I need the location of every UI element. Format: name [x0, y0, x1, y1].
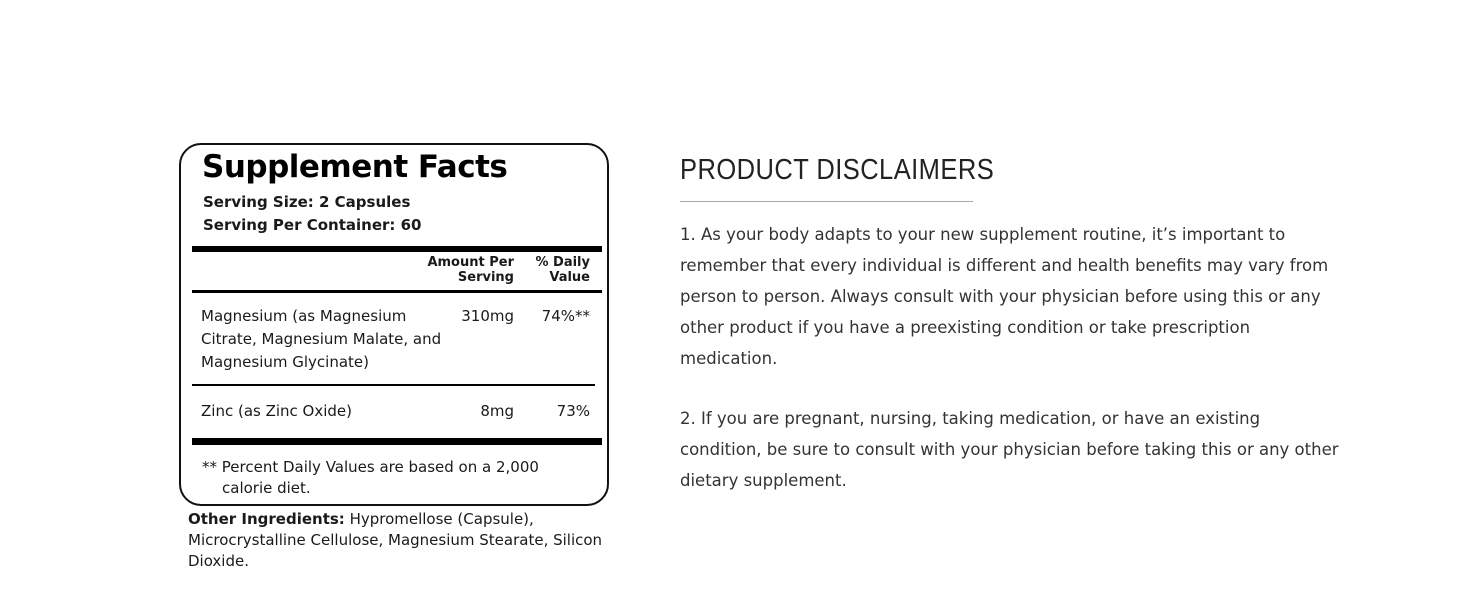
daily-value-zinc: 73%	[556, 402, 590, 420]
supplement-facts-title: Supplement Facts	[202, 149, 508, 185]
disclaimers-heading-underline	[680, 201, 973, 202]
supplement-facts-panel	[179, 143, 609, 506]
amount-zinc: 8mg	[480, 402, 514, 420]
other-ingredients-text: Hypromellose (Capsule), Microcrystalline Cellulose, Magnesium Stearate, Silicon Dioxide.	[188, 510, 603, 570]
daily-values-footnote: ** Percent Daily Values are based on a 2,000 calorie diet.	[202, 458, 539, 497]
daily-value-magnesium: 74%**	[541, 307, 590, 325]
other-ingredients-label: Other Ingredients:	[188, 510, 345, 528]
thick-rule-top	[192, 246, 602, 252]
disclaimers-heading: PRODUCT DISCLAIMERS	[680, 154, 995, 186]
other-ingredients	[188, 509, 608, 572]
row-divider	[192, 384, 595, 386]
disclaimer-paragraph-2: 2. If you are pregnant, nursing, taking medication, or have an existing condition, be sure to consult with your physician before taking this or any other dietary supplement.	[680, 409, 1339, 490]
daily-value-header: % Daily Value	[535, 255, 590, 285]
amount-magnesium: 310mg	[461, 307, 514, 325]
amount-per-serving-header: Amount Per Serving	[427, 255, 514, 285]
disclaimer-paragraph-1: 1. As your body adapts to your new supplement routine, it’s important to remember that every individual is different and health benefits may vary from person to person. Always consult with your physician before using this or any other product if you have a preexisting condition or take prescription medication.	[680, 225, 1329, 368]
servings-per-container: Serving Per Container: 60	[203, 216, 422, 234]
serving-size: Serving Size: 2 Capsules	[203, 193, 411, 211]
thick-rule-bottom	[192, 438, 602, 445]
header-rule	[192, 290, 602, 293]
ingredient-zinc: Zinc (as Zinc Oxide)	[201, 402, 353, 420]
ingredient-magnesium: Magnesium (as Magnesium Citrate, Magnesium Malate, and Magnesium Glycinate)	[201, 307, 442, 371]
